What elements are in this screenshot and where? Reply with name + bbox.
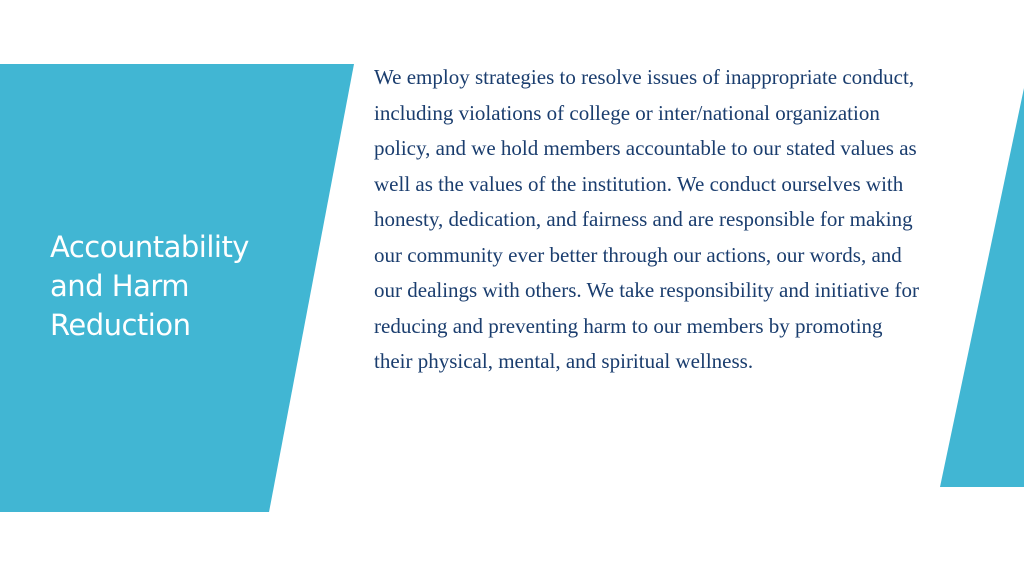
slide-title: Accountability and Harm Reduction bbox=[50, 230, 249, 342]
slide-body-text: We employ strategies to resolve issues of inappropriate conduct, including violations of college or inter/national organization policy, and we hold members accountable to our stated values as well as the values of the institution. We conduct ourselves with honesty, dedication, and fairness and are responsible for making our community ever better through our actions, our words, and our dealings with others. We take responsibility and initiative for reducing and preventing harm to our members by promoting their physical, mental, and spiritual wellness. bbox=[374, 65, 919, 373]
right-accent-wedge bbox=[940, 88, 1024, 487]
